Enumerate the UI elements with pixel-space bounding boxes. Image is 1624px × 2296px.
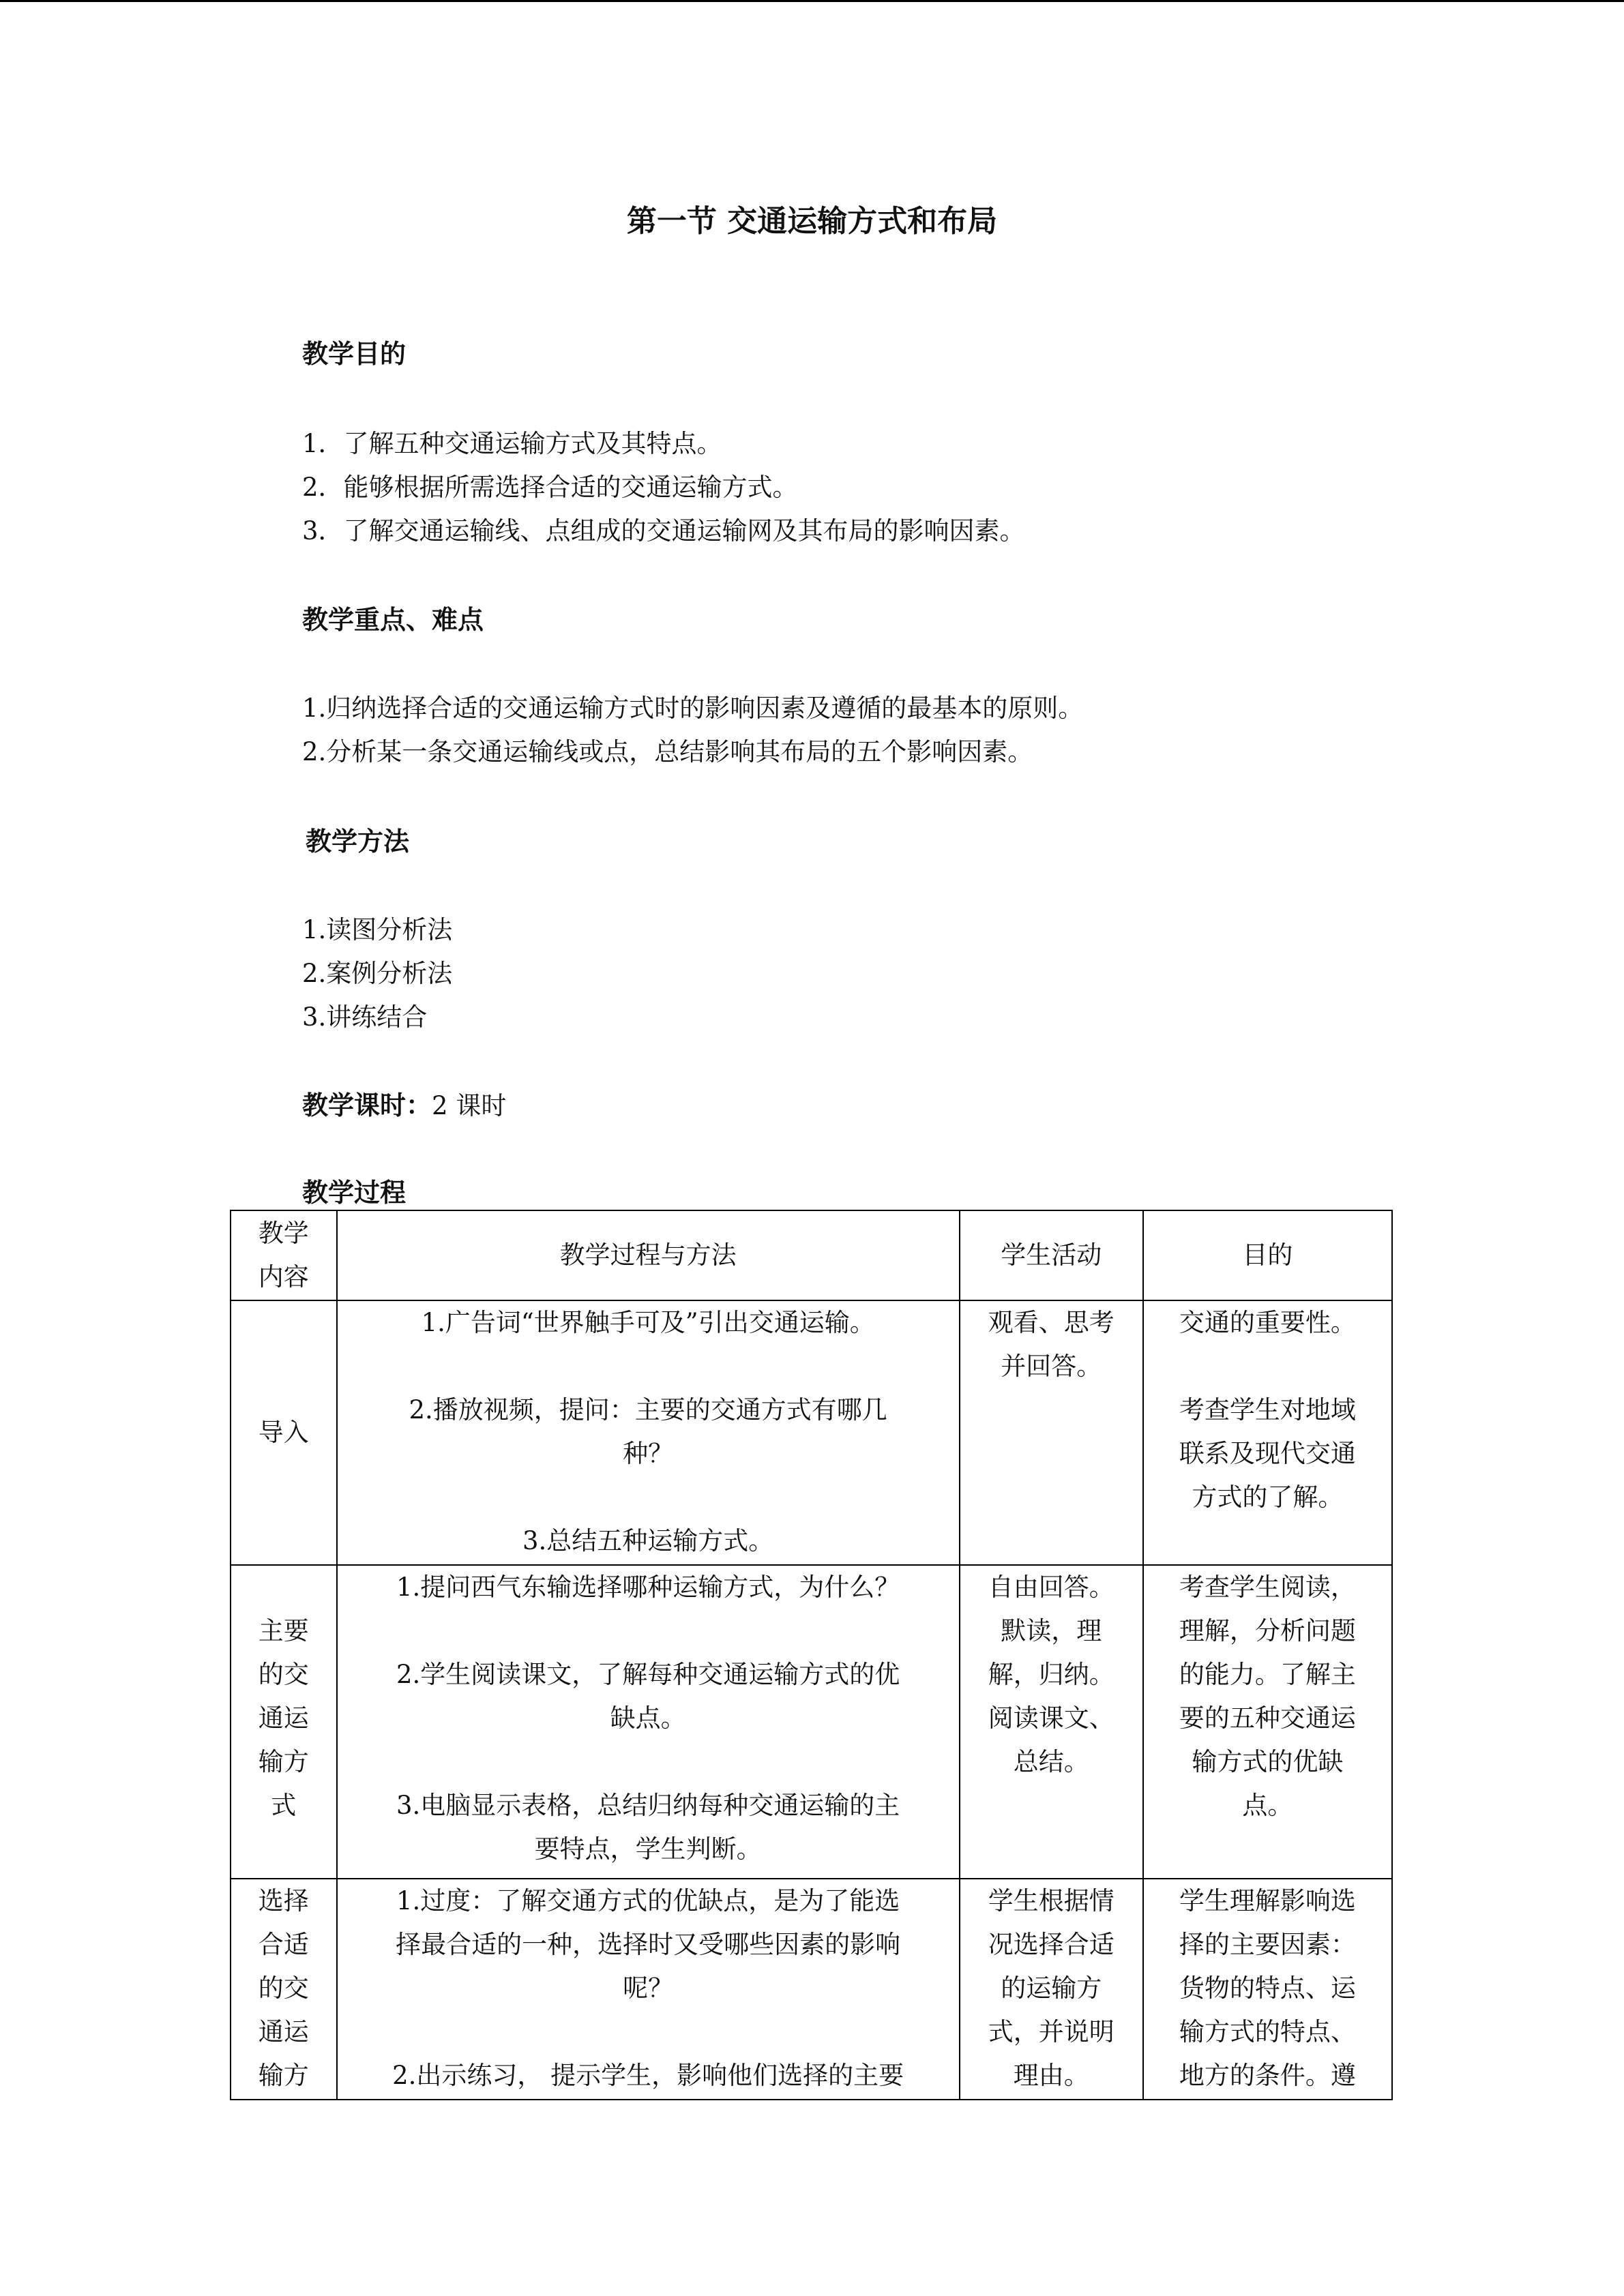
class-hours [302,1084,506,1122]
row-purpose-cell: 考查学生阅读， 理解，分析问题 的能力。了解主 要的五种交通运 输方式的优缺 点。 [1143,1565,1392,1879]
row-process-cell: 1.广告词“世界触手可及”引出交通运输。 2.播放视频，提问：主要的交通方式有哪几 种？ 3.总结五种运输方式。 [337,1300,960,1565]
method-item: 2.案例分析法 [302,959,453,988]
objective-item: 3．了解交通运输线、点组成的交通运输网及其布局的影响因素。 [302,516,1025,546]
row-process-cell: 1.提问西气东输选择哪种运输方式，为什么？ 2.学生阅读课文，了解每种交通运输方式的优 缺点。 3.电脑显示表格，总结归纳每种交通运输的主 要特点，学生判断。 [337,1565,960,1879]
header-activity: 学生活动 [960,1210,1143,1300]
methods-heading: 教学方法 [306,826,410,856]
row-content-cell: 导入 [231,1300,337,1565]
header-process: 教学过程与方法 [337,1210,960,1300]
header-purpose: 目的 [1143,1210,1392,1300]
process-table [230,1210,1393,2100]
key-point-item: 1.归纳选择合适的交通运输方式时的影响因素及遵循的最基本的原则。 [302,694,1084,723]
objective-item: 1．了解五种交通运输方式及其特点。 [302,429,722,458]
row-purpose-cell: 交通的重要性。 考查学生对地域 联系及现代交通 方式的了解。 [1143,1300,1392,1565]
row-content-cell: 主要 的交 通运 输方 式 [231,1565,337,1879]
row-activity-cell: 学生根据情 况选择合适 的运输方 式，并说明 理由。 [960,1879,1143,2100]
class-hours-value: 2 课时 [432,1091,507,1120]
page-title: 第一节 交通运输方式和布局 [626,204,998,239]
table-header-row [231,1210,1392,1300]
key-points-heading: 教学重点、难点 [302,605,484,635]
objective-item: 2．能够根据所需选择合适的交通运输方式。 [302,473,798,502]
header-content: 教学 内容 [231,1210,337,1300]
table-row [231,1565,1392,1879]
row-content-cell: 选择 合适 的交 通运 输方 [231,1879,337,2100]
page-top-border [0,0,1624,2]
class-hours-label: 教学课时： [302,1090,432,1120]
table-row [231,1300,1392,1565]
process-heading: 教学过程 [302,1178,407,1208]
objectives-heading: 教学目的 [302,339,407,369]
key-point-item: 2.分析某一条交通运输线或点，总结影响其布局的五个影响因素。 [302,737,1033,766]
row-activity-cell: 自由回答。 默读，理 解，归纳。 阅读课文、 总结。 [960,1565,1143,1879]
table-row [231,1879,1392,2100]
row-activity-cell: 观看、思考 并回答。 [960,1300,1143,1565]
row-purpose-cell: 学生理解影响选 择的主要因素： 货物的特点、运 输方式的特点、 地方的条件。遵 [1143,1879,1392,2100]
method-item: 1.读图分析法 [302,915,453,944]
method-item: 3.讲练结合 [302,1002,428,1032]
row-process-cell: 1.过度：了解交通方式的优缺点，是为了能选 择最合适的一种，选择时又受哪些因素的影响 呢？ 2.出示练习， 提示学生，影响他们选择的主要 [337,1879,960,2100]
